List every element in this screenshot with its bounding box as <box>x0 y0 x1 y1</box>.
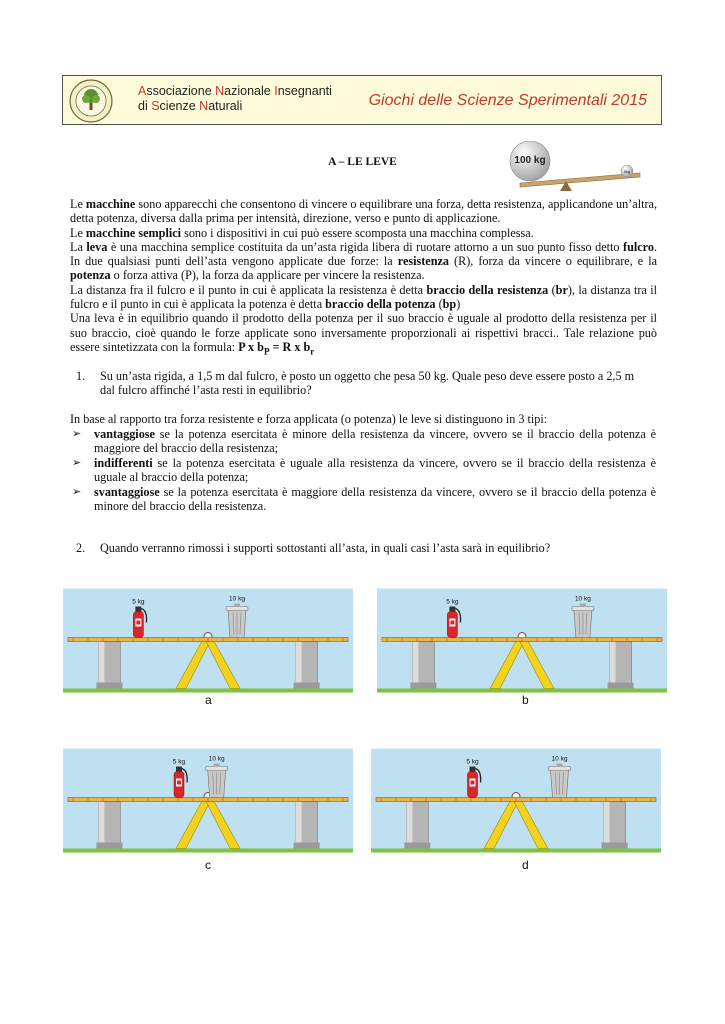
grass <box>63 849 353 853</box>
lever-scene-b <box>377 588 667 693</box>
bold-term: macchine semplici <box>85 225 182 240</box>
support-pillar <box>96 642 122 689</box>
bold-term: P x b <box>238 339 264 354</box>
intro-paragraph <box>70 311 657 358</box>
type-description: se la potenza esercitata è uguale alla resistenza da vincere, ovvero se il braccio della resistenza è uguale al braccio della potenza; <box>94 456 656 485</box>
association-logo-icon <box>69 79 113 123</box>
bullet-arrow-icon: ➢ <box>72 427 82 440</box>
grass <box>371 849 661 853</box>
type-term: svantaggiose <box>94 485 160 499</box>
text-run: (R), forza da vincere o equilibrare, e la <box>448 254 657 269</box>
grass <box>63 689 353 693</box>
bold-term: potenza <box>70 268 111 283</box>
type-term: indifferenti <box>94 456 153 470</box>
extinguisher-weight-label: 5 kg <box>132 598 145 606</box>
caption-d: d <box>522 858 529 872</box>
association-line-2: di Scienze Naturali <box>138 99 243 113</box>
question-2 <box>76 541 658 556</box>
support-pillar <box>96 802 122 849</box>
support-pillar <box>294 802 320 849</box>
association-name <box>138 84 332 114</box>
bold-term: braccio della resistenza <box>426 282 549 297</box>
text-run: sono i dispositivi in cui può essere scomposta una macchina complessa. <box>181 225 534 240</box>
text-run: ) <box>456 297 461 312</box>
lever-scene-d <box>371 748 661 853</box>
type-term: vantaggiose <box>94 427 155 441</box>
text-run: . In due qualsiasi punti dell’asta vengono applicate due forze: la <box>70 239 657 269</box>
intro-paragraph <box>70 197 657 226</box>
can-weight-label: 10 kg <box>229 595 245 603</box>
caption-b: b <box>522 693 529 707</box>
bullet-arrow-icon: ➢ <box>72 485 82 498</box>
support-pillar <box>404 802 430 849</box>
caption-c: c <box>205 858 211 872</box>
type-vantaggiose <box>70 427 657 456</box>
bold-term: fulcro <box>623 239 654 254</box>
lever-plank <box>68 638 348 642</box>
question-2-text: Quando verranno rimossi i supporti sottostanti all’asta, in quali casi l’asta sarà in equilibrio? <box>100 541 551 555</box>
question-1-number: 1. <box>76 369 86 383</box>
question-1-line-2: dal fulcro affinché l’asta resti in equilibrio? <box>100 383 312 398</box>
type-indifferenti <box>70 456 657 485</box>
subscript: r <box>310 346 315 357</box>
extinguisher-weight-label: 5 kg <box>172 758 186 766</box>
lever-scene-a <box>63 588 353 693</box>
text-run: è una macchina semplice costituita da un’asta rigida libera di ruotare attorno a un suo punto fisso detto <box>107 239 624 254</box>
bold-term: braccio della potenza <box>325 297 436 312</box>
text-run: La distanza fra il fulcro e il punto in cui è applicata la resistenza è detta <box>70 282 427 297</box>
types-intro: In base al rapporto tra forza resistente e forza applicata (o potenza) le leve si distinguono in 3 tipi: <box>70 412 548 426</box>
question-1 <box>76 369 658 399</box>
can-weight-label: 10 kg <box>208 755 225 763</box>
text-run: ( <box>435 297 443 312</box>
bold-term: bp <box>442 297 457 312</box>
extinguisher-weight-label: 5 kg <box>446 598 459 606</box>
lever-100kg-icon <box>500 141 645 191</box>
text-run: Una leva è in equilibrio quando il prodotto della potenza per il suo braccio è uguale al prodotto della resistenza per il suo braccio, cioè quando le forze applicate sono inversamente proporzionali ai rispettivi bracci.. Tale relazione può essere sintetizzata con la formula: <box>70 311 657 354</box>
lever-plank <box>376 798 656 802</box>
caption-a: a <box>205 693 212 707</box>
intro-paragraph <box>70 226 657 240</box>
event-title: Giochi delle Scienze Sperimentali 2015 <box>368 92 647 109</box>
bold-term: macchine <box>85 197 136 211</box>
lever-plank <box>382 638 662 642</box>
subscript: P <box>263 346 270 357</box>
extinguisher-weight-label: 5 kg <box>466 758 479 766</box>
ball-weight-label: 100 kg <box>514 155 546 166</box>
text-run: ( <box>548 282 556 297</box>
type-svantaggiose <box>70 485 657 514</box>
can-weight-label: 10 kg <box>574 595 591 603</box>
association-line-1: Associazione Nazionale Insegnanti <box>138 84 332 98</box>
text-run: Le <box>70 197 86 211</box>
text-run: Le <box>70 225 86 240</box>
text-run: ), la distanza tra il fulcro e il punto in cui è applicata la potenza è detta <box>70 282 657 312</box>
support-pillar <box>608 642 634 689</box>
lever-scene-c <box>63 748 353 853</box>
type-description: se la potenza esercitata è maggiore della resistenza da vincere, ovvero se il braccio della potenza è minore del braccio della resistenza. <box>94 485 656 514</box>
intro-text <box>70 197 657 359</box>
bullet-arrow-icon: ➢ <box>72 456 82 469</box>
bold-term: br <box>555 282 568 297</box>
question-1-line-1: Su un’asta rigida, a 1,5 m dal fulcro, è posto un oggetto che pesa 50 kg. Quale peso deve essere posto a 2,5 m <box>100 369 635 383</box>
text-run: La <box>70 239 87 254</box>
bold-term: leva <box>86 239 108 254</box>
text-run: sono apparecchi che consentono di vincere o equilibrare una forza, detta resistenza, applicandone un’altra, detta potenza, diversa dalla prima per intensità, direzione, verso e punto di applicazione. <box>70 197 657 226</box>
intro-paragraph <box>70 240 657 283</box>
text-run: o forza attiva (P), la forza da applicare per vincere la resistenza. <box>110 268 425 283</box>
type-description: se la potenza esercitata è minore della resistenza da vincere, ovvero se il braccio della potenza è maggiore del braccio della resistenza; <box>94 427 656 456</box>
section-title: A – LE LEVE <box>328 156 397 168</box>
small-ball-label: 5kg <box>623 169 631 174</box>
bold-term: resistenza <box>397 254 449 269</box>
header-box <box>62 75 662 125</box>
bold-term: = R x b <box>269 339 311 354</box>
lever-plank <box>68 798 348 802</box>
support-pillar <box>294 642 320 689</box>
support-pillar <box>410 642 436 689</box>
question-1-text <box>100 369 634 398</box>
grass <box>377 689 667 693</box>
intro-paragraph <box>70 283 657 312</box>
question-2-number: 2. <box>76 541 86 555</box>
support-pillar <box>602 802 628 849</box>
can-weight-label: 10 kg <box>551 755 568 763</box>
